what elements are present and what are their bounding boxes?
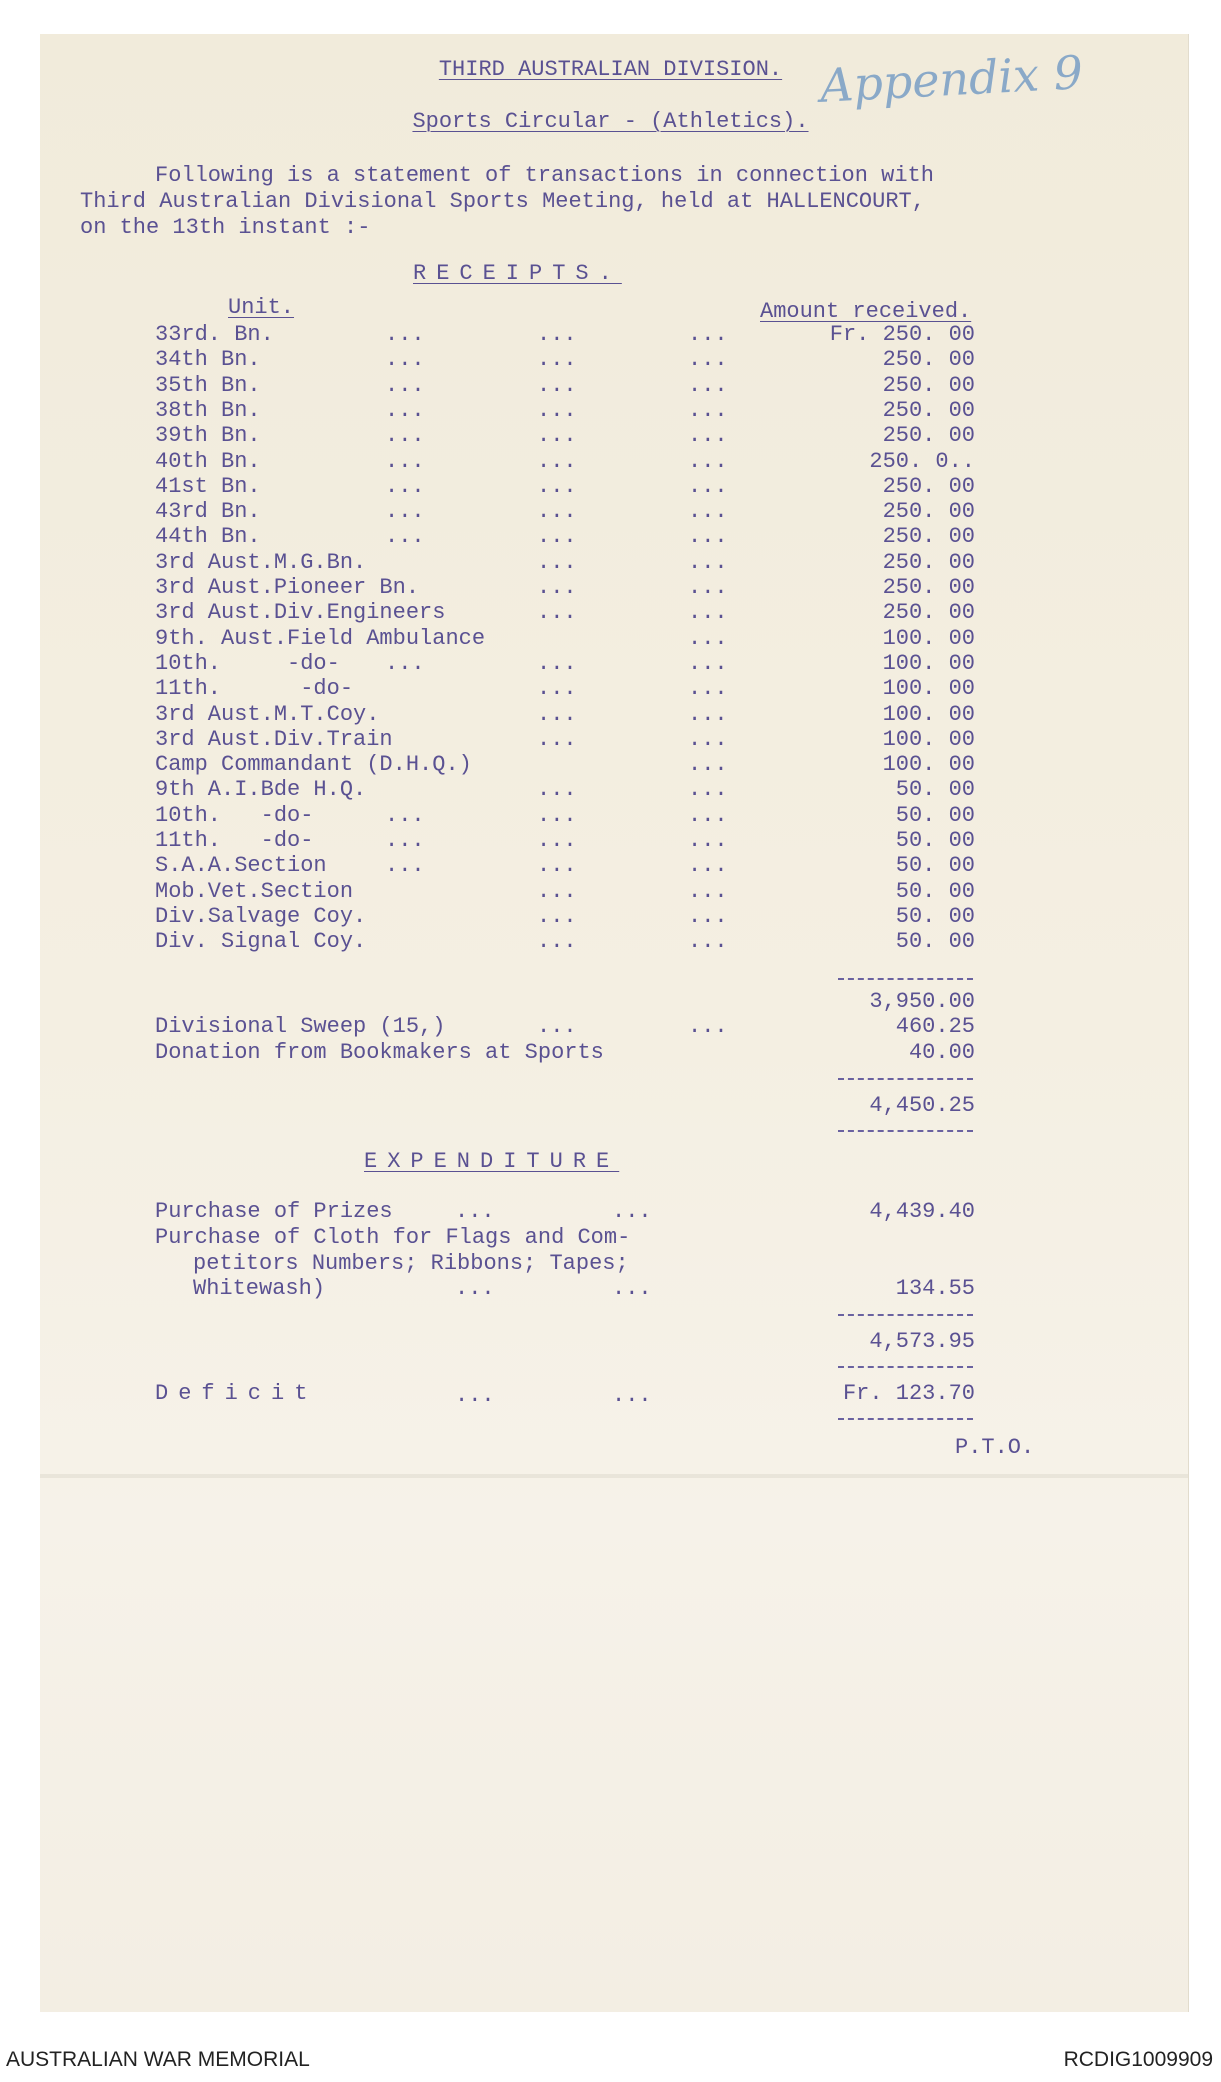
leader-dots: ... bbox=[537, 676, 577, 702]
leader-dots: ... bbox=[385, 473, 425, 499]
receipt-unit: 3rd Aust.M.G.Bn. bbox=[155, 549, 367, 575]
receipts-subtotal: 3,950.00 bbox=[869, 989, 975, 1014]
leader-dots: ... bbox=[688, 777, 728, 803]
leader-dots: ... bbox=[688, 347, 728, 373]
leader-dots: ... bbox=[537, 777, 577, 803]
total-rule-bottom bbox=[838, 1130, 973, 1132]
receipt-amount: 50. 00 bbox=[895, 903, 975, 929]
leader-dots: ... bbox=[537, 423, 577, 449]
receipts-total: 4,450.25 bbox=[869, 1093, 975, 1118]
receipt-amount: 250. 00 bbox=[882, 600, 975, 626]
sweep-label: Divisional Sweep (15,) bbox=[155, 1014, 446, 1039]
leader-dots: ... bbox=[688, 802, 728, 828]
receipt-unit: 10th. -do- bbox=[155, 802, 314, 828]
receipt-row bbox=[0, 803, 1221, 827]
leader-dots: ... bbox=[688, 701, 728, 727]
receipt-row bbox=[0, 828, 1221, 852]
sweep-dots-2: ... bbox=[688, 1014, 728, 1039]
cloth-line-3: Whitewash) bbox=[193, 1276, 326, 1301]
receipt-amount: 100. 00 bbox=[882, 676, 975, 702]
leader-dots: ... bbox=[688, 752, 728, 778]
receipt-amount: 100. 00 bbox=[882, 650, 975, 676]
leader-dots: ... bbox=[385, 448, 425, 474]
leader-dots: ... bbox=[537, 549, 577, 575]
leader-dots: ... bbox=[537, 524, 577, 550]
receipt-amount: 50. 00 bbox=[895, 929, 975, 955]
receipt-amount: 250. 00 bbox=[882, 473, 975, 499]
leader-dots: ... bbox=[537, 397, 577, 423]
deficit-amount: Fr. 123.70 bbox=[842, 1381, 975, 1406]
leader-dots: ... bbox=[537, 802, 577, 828]
leader-dots: ... bbox=[688, 549, 728, 575]
leader-dots: ... bbox=[385, 499, 425, 525]
receipt-amount: 250. 00 bbox=[882, 372, 975, 398]
receipt-unit: Mob.Vet.Section bbox=[155, 878, 354, 904]
leader-dots: ... bbox=[385, 347, 425, 373]
cloth-amount: 134.55 bbox=[895, 1276, 975, 1301]
receipt-amount: 50. 00 bbox=[895, 777, 975, 803]
leader-dots: ... bbox=[385, 524, 425, 550]
leader-dots: ... bbox=[537, 650, 577, 676]
receipt-row bbox=[0, 550, 1221, 574]
receipt-row bbox=[0, 626, 1221, 650]
receipt-unit: 44th Bn. bbox=[155, 524, 261, 550]
receipt-unit: 39th Bn. bbox=[155, 423, 261, 449]
leader-dots: ... bbox=[385, 372, 425, 398]
leader-dots: ... bbox=[688, 853, 728, 879]
receipt-amount: 50. 00 bbox=[895, 853, 975, 879]
amount-column-header: Amount received. bbox=[760, 299, 972, 324]
receipt-amount: 100. 00 bbox=[882, 701, 975, 727]
receipt-row bbox=[0, 676, 1221, 700]
receipt-row bbox=[0, 524, 1221, 548]
footer-archive-name: AUSTRALIAN WAR MEMORIAL bbox=[6, 2048, 310, 2071]
prizes-amount: 4,439.40 bbox=[869, 1199, 975, 1224]
leader-dots: ... bbox=[688, 600, 728, 626]
deficit-dots: ... bbox=[455, 1383, 495, 1408]
sweep-dots: ... bbox=[537, 1014, 577, 1039]
receipt-unit: S.A.A.Section bbox=[155, 853, 327, 879]
receipt-amount: 100. 00 bbox=[882, 752, 975, 778]
expenditure-heading: EXPENDITURE bbox=[364, 1149, 620, 1174]
leader-dots: ... bbox=[537, 575, 577, 600]
receipt-unit: 3rd Aust.M.T.Coy. bbox=[155, 701, 380, 727]
receipt-row bbox=[0, 600, 1221, 624]
receipt-unit: 33rd. Bn. bbox=[155, 322, 274, 347]
receipt-unit: Div. Signal Coy. bbox=[155, 929, 367, 955]
receipt-amount: 250. 00 bbox=[882, 549, 975, 575]
receipt-unit: 3rd Aust.Div.Engineers bbox=[155, 600, 446, 626]
leader-dots: ... bbox=[537, 903, 577, 929]
receipt-row bbox=[0, 879, 1221, 903]
leader-dots: ... bbox=[385, 802, 425, 828]
receipt-row bbox=[0, 929, 1221, 953]
leader-dots: ... bbox=[537, 828, 577, 853]
receipt-row bbox=[0, 449, 1221, 473]
leader-dots: ... bbox=[688, 448, 728, 474]
expenditure-rule-top bbox=[838, 1314, 973, 1316]
leader-dots: ... bbox=[537, 499, 577, 525]
receipt-unit: 9th A.I.Bde H.Q. bbox=[155, 777, 367, 803]
deficit-dots-2: ... bbox=[612, 1383, 652, 1408]
leader-dots: ... bbox=[688, 903, 728, 929]
receipt-amount: 250. 00 bbox=[882, 397, 975, 423]
receipt-row bbox=[0, 853, 1221, 877]
cloth-line-2: petitors Numbers; Ribbons; Tapes; bbox=[193, 1251, 629, 1276]
leader-dots: ... bbox=[688, 322, 728, 347]
leader-dots: ... bbox=[688, 625, 728, 651]
prizes-label: Purchase of Prizes bbox=[155, 1199, 393, 1224]
receipt-unit: 3rd Aust.Pioneer Bn. bbox=[155, 575, 420, 600]
receipt-unit: 34th Bn. bbox=[155, 347, 261, 373]
receipt-amount: 100. 00 bbox=[882, 625, 975, 651]
leader-dots: ... bbox=[385, 853, 425, 879]
receipt-unit: 10th. -do- bbox=[155, 650, 340, 676]
leader-dots: ... bbox=[688, 423, 728, 449]
leader-dots: ... bbox=[688, 499, 728, 525]
receipts-heading: RECEIPTS. bbox=[413, 261, 622, 286]
leader-dots: ... bbox=[688, 397, 728, 423]
expenditure-total: 4,573.95 bbox=[869, 1329, 975, 1354]
cloth-dots: ... bbox=[455, 1276, 495, 1301]
footer-reference-id: RCDIG1009909 bbox=[1063, 2048, 1213, 2071]
leader-dots: ... bbox=[688, 575, 728, 600]
receipt-amount: 50. 00 bbox=[895, 802, 975, 828]
leader-dots: ... bbox=[537, 473, 577, 499]
expenditure-rule-bottom bbox=[838, 1366, 973, 1368]
receipt-row bbox=[0, 777, 1221, 801]
leader-dots: ... bbox=[385, 322, 425, 347]
receipt-unit: 9th. Aust.Field Ambulance bbox=[155, 625, 486, 651]
leader-dots: ... bbox=[688, 650, 728, 676]
receipt-row bbox=[0, 904, 1221, 928]
receipt-amount: 250. 00 bbox=[882, 347, 975, 373]
deficit-rule bbox=[838, 1418, 973, 1420]
prizes-dots-2: ... bbox=[612, 1199, 652, 1224]
subtotal-rule bbox=[838, 978, 973, 980]
leader-dots: ... bbox=[385, 423, 425, 449]
leader-dots: ... bbox=[688, 726, 728, 752]
leader-dots: ... bbox=[385, 828, 425, 853]
leader-dots: ... bbox=[537, 448, 577, 474]
receipt-amount: 250. 00 bbox=[882, 575, 975, 600]
receipt-unit: 41st Bn. bbox=[155, 473, 261, 499]
deficit-label: Deficit bbox=[155, 1381, 318, 1406]
donation-amount: 40.00 bbox=[908, 1040, 975, 1065]
document-title: THIRD AUSTRALIAN DIVISION. bbox=[438, 57, 783, 82]
receipt-row bbox=[0, 752, 1221, 776]
receipt-unit: 11th. -do- bbox=[155, 676, 354, 702]
receipt-unit: 3rd Aust.Div.Train bbox=[155, 726, 393, 752]
handwritten-annotation: Appendix 9 bbox=[818, 45, 1085, 113]
receipt-row bbox=[0, 474, 1221, 498]
leader-dots: ... bbox=[537, 929, 577, 955]
receipt-row bbox=[0, 347, 1221, 371]
leader-dots: ... bbox=[688, 372, 728, 398]
receipt-row bbox=[0, 702, 1221, 726]
leader-dots: ... bbox=[385, 650, 425, 676]
document-subtitle: Sports Circular - (Athletics). bbox=[412, 109, 809, 134]
receipt-row bbox=[0, 322, 1221, 346]
receipt-row bbox=[0, 423, 1221, 447]
sweep-amount: 460.25 bbox=[895, 1014, 975, 1039]
receipt-amount: 100. 00 bbox=[882, 726, 975, 752]
leader-dots: ... bbox=[385, 397, 425, 423]
cloth-dots-2: ... bbox=[612, 1276, 652, 1301]
total-rule-top bbox=[838, 1078, 973, 1080]
intro-line-3: on the 13th instant :- bbox=[80, 215, 371, 240]
leader-dots: ... bbox=[688, 828, 728, 853]
leader-dots: ... bbox=[537, 347, 577, 373]
unit-column-header: Unit. bbox=[228, 295, 295, 320]
leader-dots: ... bbox=[537, 853, 577, 879]
leader-dots: ... bbox=[537, 878, 577, 904]
receipt-amount: 250. 00 bbox=[882, 524, 975, 550]
cloth-line-1: Purchase of Cloth for Flags and Com- bbox=[155, 1225, 631, 1250]
leader-dots: ... bbox=[688, 929, 728, 955]
receipt-row bbox=[0, 651, 1221, 675]
receipt-unit: 38th Bn. bbox=[155, 397, 261, 423]
receipt-amount: 50. 00 bbox=[895, 878, 975, 904]
leader-dots: ... bbox=[688, 676, 728, 702]
receipt-row bbox=[0, 727, 1221, 751]
receipt-amount: 250. 0.. bbox=[869, 448, 975, 474]
leader-dots: ... bbox=[537, 600, 577, 626]
receipt-amount: 250. 00 bbox=[882, 423, 975, 449]
pto-note: P.T.O. bbox=[955, 1435, 1035, 1460]
prizes-dots: ... bbox=[455, 1199, 495, 1224]
leader-dots: ... bbox=[688, 878, 728, 904]
receipt-amount: 50. 00 bbox=[895, 828, 975, 853]
leader-dots: ... bbox=[537, 372, 577, 398]
leader-dots: ... bbox=[537, 701, 577, 727]
receipt-unit: 43rd Bn. bbox=[155, 499, 261, 525]
receipt-amount: 250. 00 bbox=[882, 499, 975, 525]
receipt-amount: Fr. 250. 00 bbox=[829, 322, 975, 347]
receipt-unit: Camp Commandant (D.H.Q.) bbox=[155, 752, 472, 778]
receipt-row bbox=[0, 373, 1221, 397]
intro-line-1: Following is a statement of transactions in connection with bbox=[155, 163, 934, 188]
leader-dots: ... bbox=[537, 726, 577, 752]
receipt-unit: 11th. -do- bbox=[155, 828, 314, 853]
leader-dots: ... bbox=[537, 322, 577, 347]
receipt-unit: Div.Salvage Coy. bbox=[155, 903, 367, 929]
leader-dots: ... bbox=[688, 524, 728, 550]
leader-dots: ... bbox=[688, 473, 728, 499]
intro-line-2: Third Australian Divisional Sports Meeting, held at HALLENCOURT, bbox=[80, 189, 925, 214]
receipt-row bbox=[0, 499, 1221, 523]
receipt-unit: 35th Bn. bbox=[155, 372, 261, 398]
donation-label: Donation from Bookmakers at Sports bbox=[155, 1040, 604, 1065]
receipt-unit: 40th Bn. bbox=[155, 448, 261, 474]
receipt-row bbox=[0, 575, 1221, 599]
receipt-row bbox=[0, 398, 1221, 422]
